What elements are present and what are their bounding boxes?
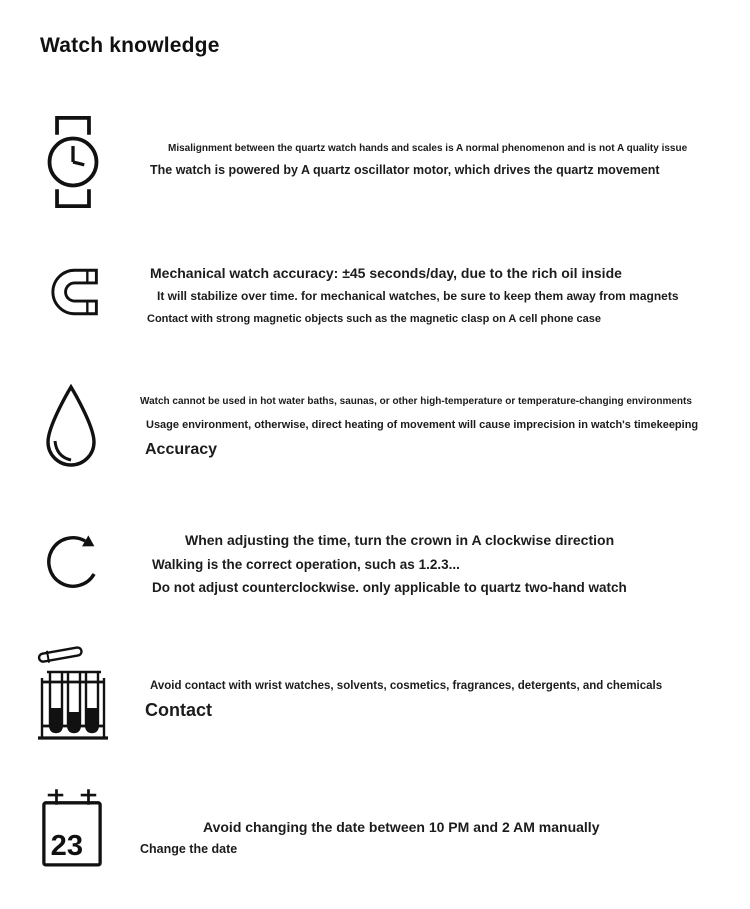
misalignment-note-text: Misalignment between the quartz watch hands and scales is A normal phenomenon and is not A quality issue — [168, 143, 688, 154]
clockwise-rotation-icon — [42, 520, 106, 598]
walking-operation-text: Walking is the correct operation, such as 1.2.3... — [152, 557, 460, 572]
mechanical-accuracy-text: Mechanical watch accuracy: ±45 seconds/day, due to the rich oil inside — [150, 265, 622, 281]
change-date-heading: Change the date — [140, 842, 238, 856]
hot-water-warning-text: Watch cannot be used in hot water baths, saunas, or other high-temperature or temperature-changing environments — [140, 396, 692, 407]
quartz-motor-text: The watch is powered by A quartz oscillator motor, which drives the quartz movement — [150, 163, 660, 177]
test-tubes-icon — [34, 642, 112, 746]
contact-heading: Contact — [145, 700, 212, 720]
magnet-icon — [42, 262, 100, 322]
date-change-warning-text: Avoid changing the date between 10 PM and 2 AM manually — [203, 819, 600, 835]
calendar-day-number: 23 — [50, 830, 84, 863]
wristwatch-icon — [42, 112, 104, 212]
usage-environment-text: Usage environment, otherwise, direct heating of movement will cause imprecision in watch's timekeeping — [146, 419, 699, 431]
water-drop-icon — [40, 382, 102, 472]
calendar-icon — [40, 786, 104, 872]
chemicals-warning-text: Avoid contact with wrist watches, solvents, cosmetics, fragrances, detergents, and chemicals — [150, 680, 663, 692]
accuracy-heading: Accuracy — [145, 441, 218, 458]
page-title: Watch knowledge — [40, 34, 220, 57]
clockwise-adjust-text: When adjusting the time, turn the crown in A clockwise direction — [185, 532, 615, 548]
magnetic-contact-text: Contact with strong magnetic objects such as the magnetic clasp on A cell phone case — [147, 313, 601, 325]
stabilize-text: It will stabilize over time. for mechanical watches, be sure to keep them away from magnets — [157, 289, 679, 303]
counterclockwise-warning-text: Do not adjust counterclockwise. only applicable to quartz two-hand watch — [152, 580, 627, 595]
